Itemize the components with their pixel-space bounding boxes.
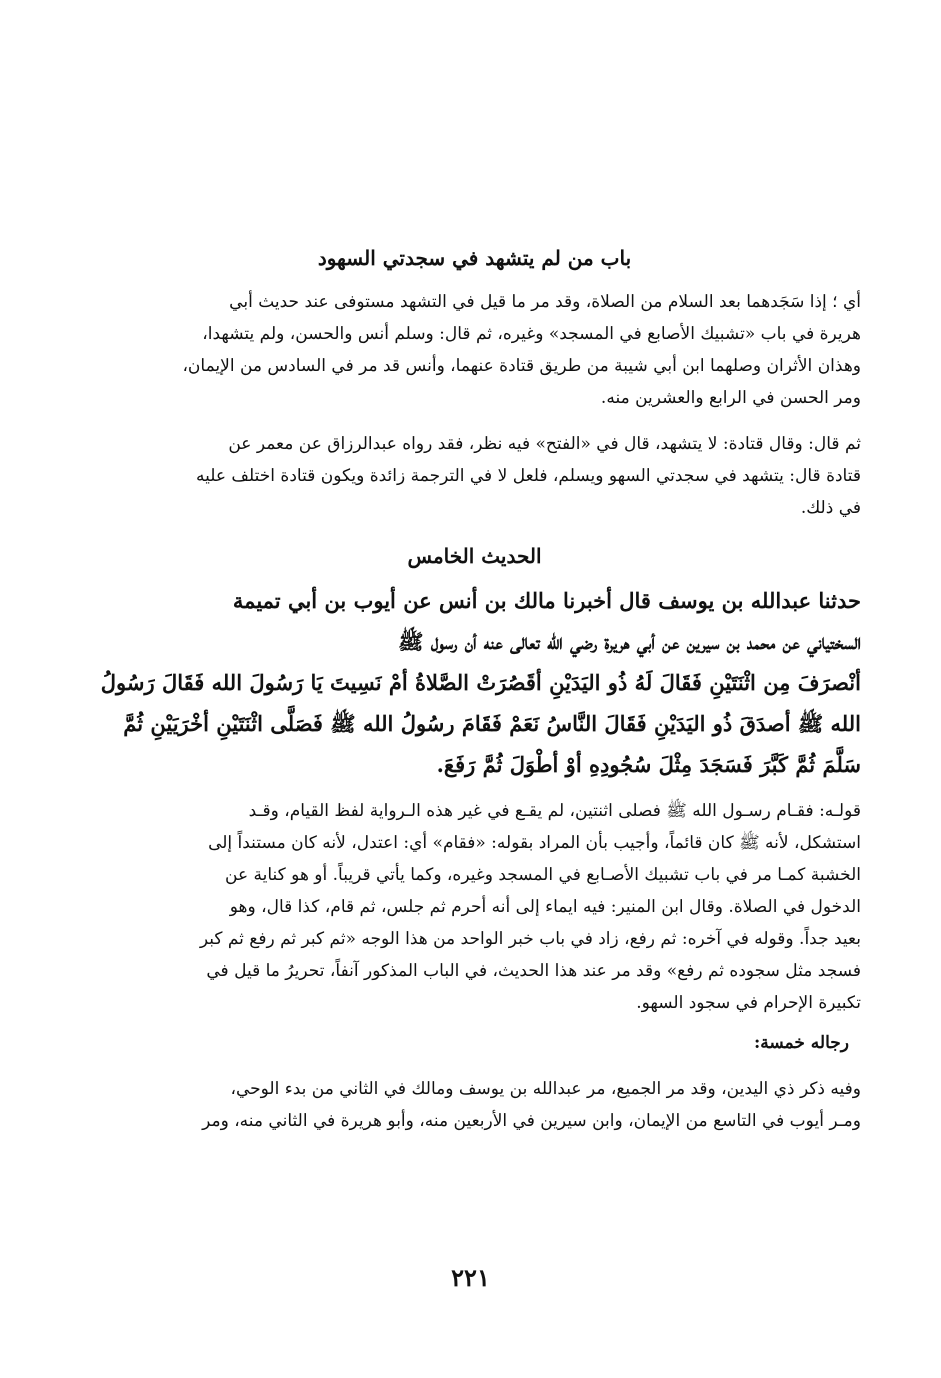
text-line: الدخول في الصلاة. وقال ابن المنير: فيه ايماء إلى أنه أحرم ثم جلس، ثم قام، كذا قال، وهو: [229, 897, 861, 917]
text-line: وفيه ذكر ذي اليدين، وقد مر الجميع، مر عبدالله بن يوسف ومالك في الثاني من بدء الوحي،: [230, 1079, 861, 1099]
page-content: [88, 238, 861, 1137]
text-line: الخشبة كمـا مر في باب تشبيك الأصـابع في المسجد وغيره، وكما يأتي قريباً. أو هو كناية عن: [225, 865, 861, 885]
text-line: أي ؛ إذا سَجَدهما بعد السلام من الصلاة، وقد مر ما قيل في التشهد مستوفى عند حديث أبي: [229, 292, 861, 312]
text-line: ومر الحسن في الرابع والعشرين منه.: [600, 388, 861, 408]
text-line: ومـر أيوب في التاسع من الإيمان، وابن سيرين في الأربعين منه، وأبو هريرة في الثاني منه، ومر: [202, 1111, 861, 1131]
hadith-line: حدثنا عبدالله بن يوسف قال أخبرنا مالك بن أنس عن أيوب بن أبي تميمة: [232, 588, 861, 613]
paragraph-qatada: [88, 428, 861, 524]
text-line: استشكل، لأنه ﷺ كان قائماً، وأجيب بأن المراد بقوله: «فقام» أي: اعتدل، لأنه كان مستنداً إلى: [208, 833, 861, 853]
hadith-text: [88, 580, 861, 785]
hadith-line: الله ﷺ أصدَقَ ذُو اليَدَيْنِ فَقَالَ النَّاسُ نَعَمْ فَقَامَ رسُولُ الله ﷺ فَصَلَّى اثْنَتَيْنِ أخْرَيَيْنِ ثُمَّ: [123, 711, 861, 736]
text-line: وهذان الأثران وصلهما ابن أبي شيبة من طريق قتادة عنهما، وأنس قد مر في السادس من الإيمان،: [182, 356, 861, 376]
text-line: فسجد مثل سجوده ثم رفع» وقد مر عند هذا الحديث، في الباب المذكور آنفاً، تحريرُ ما قيل في: [206, 961, 861, 981]
hadith-line: أنْصرَفَ مِن اثْنَتَيْنِ فَقَالَ لَهُ ذُو اليَدَيْنِ أقَصُرَتْ الصَّلاةُ أمْ نَسِيتَ يَا رَسُولَ الله فَقَالَ رَسُولُ: [100, 670, 861, 695]
paragraph-narrators: [88, 1073, 861, 1137]
paragraph-explanation: [88, 286, 861, 414]
text-line: هريرة في باب «تشبيك الأصابع في المسجد» وغيره، ثم قال: وسلم أنس والحسن، ولم يتشهدا،: [202, 324, 861, 344]
text-line: قتادة قال: يتشهد في سجدتي السهو ويسلم، فلعل لا في الترجمة زائدة ويكون قتادة اختلف عليه: [196, 466, 861, 486]
text-line: ثم قال: وقال قتادة: لا يتشهد، قال في «الفتح» فيه نظر، فقد رواه عبدالرزاق عن معمر عن: [228, 434, 861, 454]
chapter-title: باب من لم يتشهد في سجدتي السهود: [317, 246, 632, 270]
hadith-line: سَلَّمَ ثُمَّ كَبَّرَ فَسَجَدَ مِثْلَ سُجُودِهِ أوْ أطْوَلَ ثُمَّ رَفَعَ.: [436, 752, 861, 777]
text-line: قولـه: فقـام رسـول الله ﷺ فصلى اثنتين، لم يقـع في غير هذه الـرواية لفظ القيام، وقـد: [248, 801, 861, 821]
paragraph-commentary: [88, 795, 861, 1019]
text-line: بعيد جداً. وقوله في آخره: ثم رفع، زاد في باب خبر الواحد من هذا الوجه «ثم كبر ثم رفع ثم كبر: [199, 929, 861, 949]
text-line: تكبيرة الإحرام في سجود السهو.: [636, 993, 861, 1013]
page-number: ٢٢١: [451, 1263, 490, 1292]
hadith-heading: الحديث الخامس: [407, 544, 542, 568]
narrators-heading: رجاله خمسة:: [753, 1033, 849, 1053]
hadith-line: السختياني عن محمد بن سيرين عن أبي هريرة رضي الله تعالى عنه أن رسول ﷺ: [398, 629, 861, 654]
text-line: في ذلك.: [800, 498, 861, 518]
